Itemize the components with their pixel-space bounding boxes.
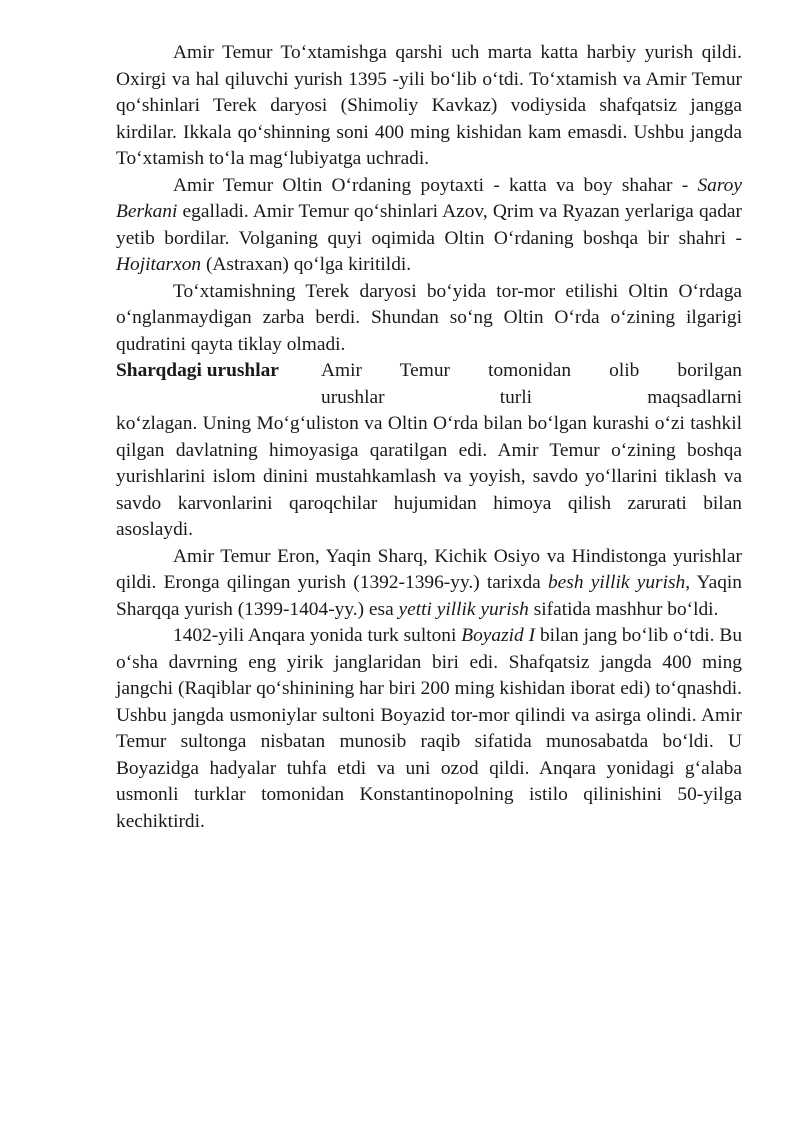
paragraph-golden-horde-capital xyxy=(116,173,742,279)
text-segment: sifatida mashhur bo‘ldi. xyxy=(528,598,719,620)
italic-term-saroy-berkani: Saroy Berkani xyxy=(116,174,742,222)
section-heading-text xyxy=(321,358,742,411)
text-segment: 1402-yili Anqara yonida turk sultoni xyxy=(173,625,462,646)
document-page xyxy=(116,40,742,835)
text-segment: egalladi. Amir Temur qo‘shinlari Azov, Qrim va Ryazan yerlariga qadar yetib bordilar. Volganing quyi oqimida Oltin O‘rdaning boshqa bir shahri - xyxy=(116,201,742,249)
italic-term-boyazid: Boyazid I xyxy=(461,625,536,646)
text-segment: , Yaqin Sharqqa yurish (1399-1404-yy.) esa xyxy=(116,572,742,620)
heading-text-line: Amir Temur tomonidan olib borilgan xyxy=(321,360,742,381)
paragraph-toxtamish-campaigns: Amir Temur To‘xtamishga qarshi uch marta katta harbiy yurish qildi. Oxirgi va hal qiluvchi yurish 1395 -yili bo‘lib o‘tdi. To‘xtamish va Amir Temur qo‘shinlari Terek daryosi (Shimoliy Kavkaz) vodiysida shafqatsiz jangga kirdilar. Ikkala qo‘shinning soni 400 ming kishidan kam emasdi. Ushbu jangda To‘xtamish to‘la mag‘lubiyatga uchradi. xyxy=(116,42,742,169)
text-segment: Amir Temur Eron, Yaqin Sharq, Kichik Osiyo va Hindistonga yurishlar qildi. Eronga qilingan yurish (1392-1396-yy.) tarixda xyxy=(116,545,742,593)
paragraph-ankara-battle xyxy=(116,623,742,835)
italic-term-hojitarxon: Hojitarxon xyxy=(116,254,202,275)
section-heading-row xyxy=(116,358,742,411)
paragraph-eastern-wars-purpose: ko‘zlagan. Uning Mo‘g‘uliston va Oltin O‘rda bilan bo‘lgan kurashi o‘zi tashkil qilgan davlatning himoyasiga qaratilgan edi. Amir Temur o‘zining boshqa yurishlarini islom dinini mustahkamlash va yoyish, savdo yo‘llarini tiklash va savdo karvonlarini qaroqchilar hujumidan himoya qilish zarurati bilan asoslaydi. xyxy=(116,413,742,540)
text-segment: bilan jang bo‘lib o‘tdi. Bu o‘sha davrning eng yirik janglaridan biri edi. Shafqatsiz jangda 400 ming jangchi (Raqiblar qo‘shinining har biri 200 ming kishidan iborat edi) to‘qnashdi. Ushbu jangda usmoniylar sultoni Boyazid tor-mor qilindi va asirga olindi. Amir Temur sultonga nisbatan munosib raqib sifatida munosabatda bo‘ldi. U Boyazidga hadyalar tuhfa etdi va uni ozod qildi. Anqara yonidagi g‘alaba usmonli turklar tomonidan Konstantinopolning istilo qilinishini 50-yilga kechiktirdi. xyxy=(116,625,743,832)
italic-term-five-year-campaign: besh yillik yurish xyxy=(547,572,686,593)
text-segment: Amir Temur Oltin O‘rdaning poytaxti - katta va boy shahar - xyxy=(173,174,698,196)
paragraph-iran-near-east xyxy=(116,544,742,624)
section-heading: Sharqdagi urushlar xyxy=(116,360,279,381)
paragraph-terek-defeat: To‘xtamishning Terek daryosi bo‘yida tor-mor etilishi Oltin O‘rdaga o‘nglanmaydigan zarba berdi. Shundan so‘ng Oltin O‘rda o‘zining ilgarigi qudratini qayta tiklay olmadi. xyxy=(116,280,742,355)
section-eastern-wars xyxy=(116,358,742,544)
italic-term-seven-year-campaign: yetti yillik yurish xyxy=(398,598,529,620)
text-segment: (Astraxan) qo‘lga kiritildi. xyxy=(201,254,412,275)
heading-text-line: urushlar turli maqsadlarni xyxy=(321,386,742,408)
